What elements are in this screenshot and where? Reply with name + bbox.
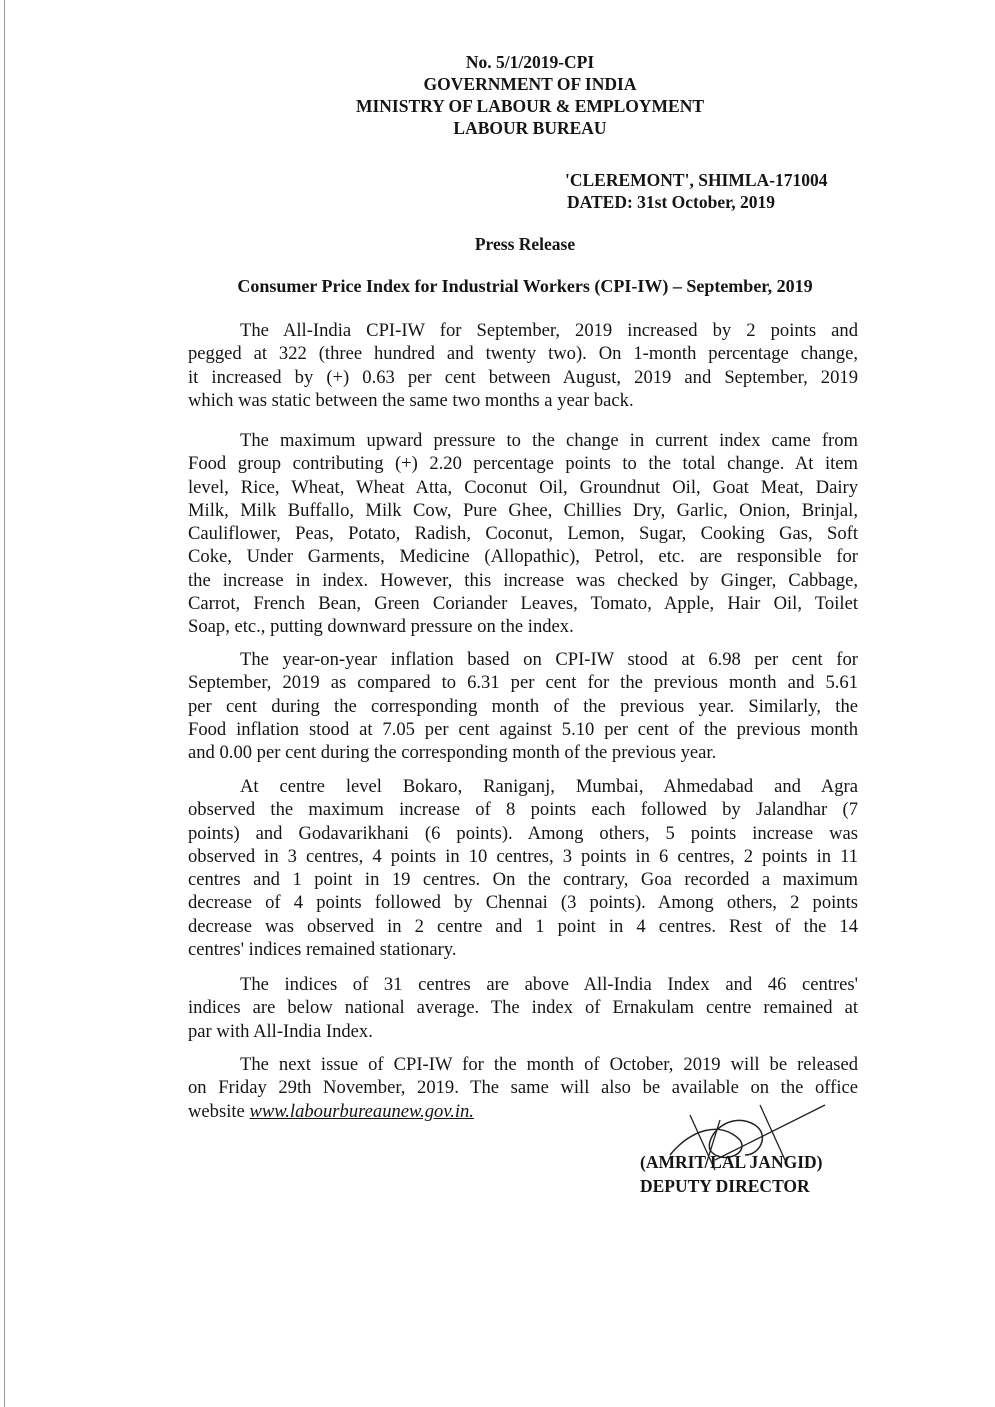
- paragraph-line: Food group contributing (+) 2.20 percentage points to the total change. At item: [188, 453, 858, 475]
- website-prefix: website: [188, 1100, 250, 1122]
- paragraph-line: which was static between the same two months a year back.: [188, 389, 634, 411]
- paragraph-line: on Friday 29th November, 2019. The same will also be available on the office: [188, 1077, 858, 1099]
- signatory-designation: DEPUTY DIRECTOR: [640, 1176, 810, 1196]
- paragraph-line: Carrot, French Bean, Green Coriander Leaves, Tomato, Apple, Hair Oil, Toilet: [188, 593, 858, 615]
- paragraph-line: centres' indices remained stationary.: [188, 939, 457, 961]
- signatory-block: [640, 1150, 822, 1198]
- paragraph-line: points) and Godavarikhani (6 points). Among others, 5 points increase was: [188, 822, 858, 844]
- paragraph: [188, 429, 858, 639]
- reference-number: No. 5/1/2019-CPI: [465, 52, 595, 72]
- paragraph-line: At centre level Bokaro, Raniganj, Mumbai, Ahmedabad and Agra: [240, 776, 858, 797]
- paragraph-line: indices are below national average. The index of Ernakulam centre remained at: [188, 997, 858, 1019]
- paragraph-line: decrease was observed in 2 centre and 1 point in 4 centres. Rest of the 14: [188, 915, 858, 937]
- signatory-name: (AMRIT LAL JANGID): [640, 1152, 823, 1172]
- paragraph-line: observed in 3 centres, 4 points in 10 centres, 3 points in 6 centres, 2 points in 11: [188, 845, 858, 867]
- date-line: DATED: 31st October, 2019: [567, 192, 776, 212]
- paragraph-line: Milk, Milk Buffallo, Milk Cow, Pure Ghee, Chillies Dry, Garlic, Onion, Brinjal,: [188, 499, 858, 521]
- paragraph: [188, 973, 858, 1043]
- paragraph-line: The indices of 31 centres are above All-India Index and 46 centres': [240, 974, 858, 995]
- paragraph: [188, 319, 858, 412]
- paragraph-line: Soap, etc., putting downward pressure on the index.: [188, 616, 574, 638]
- paragraph-line: per cent during the corresponding month of the previous year. Similarly, the: [188, 695, 858, 717]
- paragraph-line: Food inflation stood at 7.05 per cent against 5.10 per cent of the previous month: [188, 718, 858, 740]
- paragraph-line: par with All-India Index.: [188, 1020, 373, 1042]
- paragraph-line: it increased by (+) 0.63 per cent between August, 2019 and September, 2019: [188, 366, 858, 388]
- paragraph-line: The maximum upward pressure to the change in current index came from: [240, 430, 858, 451]
- paragraph-line: The next issue of CPI-IW for the month of October, 2019 will be released: [240, 1054, 858, 1075]
- paragraph: [188, 648, 858, 764]
- scan-edge: [4, 0, 5, 1407]
- document-type: Press Release: [474, 234, 576, 254]
- paragraph-line: September, 2019 as compared to 6.31 per cent for the previous month and 5.61: [188, 672, 858, 694]
- paragraph-line: pegged at 322 (three hundred and twenty two). On 1-month percentage change,: [188, 343, 858, 365]
- paragraph-line: Cauliflower, Peas, Potato, Radish, Coconut, Lemon, Sugar, Cooking Gas, Soft: [188, 523, 858, 545]
- paragraph-line: The year-on-year inflation based on CPI-IW stood at 6.98 per cent for: [240, 649, 858, 670]
- paragraph-line: centres and 1 point in 19 centres. On the contrary, Goa recorded a maximum: [188, 869, 858, 891]
- website-link[interactable]: www.labourbureaunew.gov.in.: [249, 1100, 474, 1122]
- paragraph-line: level, Rice, Wheat, Wheat Atta, Coconut Oil, Groundnut Oil, Goat Meat, Dairy: [188, 476, 858, 498]
- address: 'CLEREMONT', SHIMLA-171004: [565, 170, 828, 190]
- paragraph-line: and 0.00 per cent during the corresponding month of the previous year.: [188, 742, 717, 764]
- government-name: GOVERNMENT OF INDIA: [423, 74, 637, 94]
- paragraph-line: Coke, Under Garments, Medicine (Allopathic), Petrol, etc. are responsible for: [188, 546, 858, 568]
- paragraph-line: The All-India CPI-IW for September, 2019 increased by 2 points and: [240, 320, 858, 341]
- paragraph-line: the increase in index. However, this increase was checked by Ginger, Cabbage,: [188, 569, 858, 591]
- document-title: Consumer Price Index for Industrial Workers (CPI-IW) – September, 2019: [237, 276, 813, 296]
- paragraph-line: decrease of 4 points followed by Chennai (3 points). Among others, 2 points: [188, 892, 858, 914]
- ministry-name: MINISTRY OF LABOUR & EMPLOYMENT: [355, 96, 705, 116]
- paragraph-line: observed the maximum increase of 8 points each followed by Jalandhar (7: [188, 799, 858, 821]
- bureau-name: LABOUR BUREAU: [453, 118, 607, 138]
- paragraph: [188, 775, 858, 961]
